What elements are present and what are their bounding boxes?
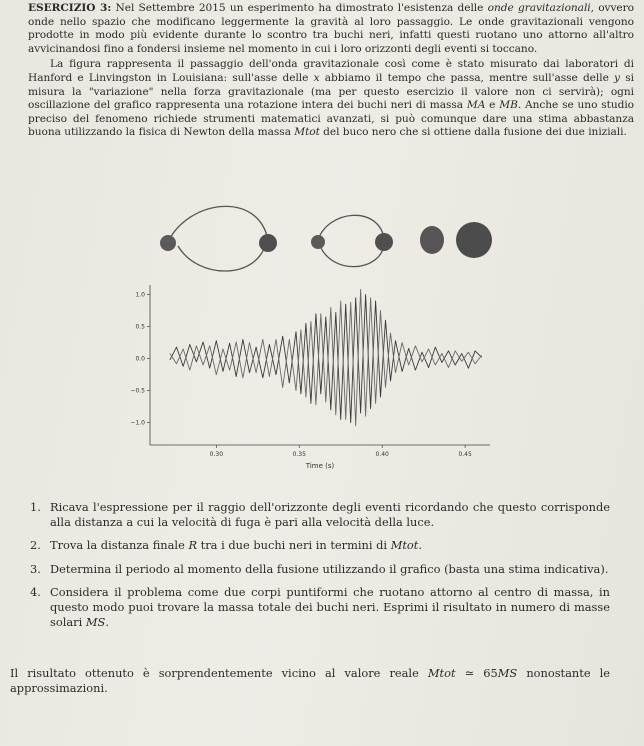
intro-text-1c: , ovvero onde nello spazio che modificano leggermente la gravità al loro passaggio. Le onde gravitazionali vengono prodotte in modo più evidente durante lo scontro tra buchi neri, infatti questi ruotano uno attorno all'altro avvicinandosi fino a fondersi insieme nel momento in cui i loro orizzonti degli eventi si toccano. — [28, 2, 634, 55]
orbit-illustration — [160, 206, 492, 271]
series-group — [170, 290, 482, 426]
intro-text-2c: si misura la "variazione" nella forza gravitazionale (ma per questo esercizio il valore non ci servirà); ogni oscillazione del grafico rappresenta una rotazione intera dei buchi neri di massa — [28, 71, 634, 112]
question-text: Ricava l'espressione per il raggio dell'orizzonte degli eventi ricordando che questo corrisponde alla distanza a cui la velocità di fuga è pari alla velocità della luce. — [50, 500, 610, 529]
question-text-a: Considera il problema come due corpi puntiformi che ruotano attorno al centro di massa, in questo modo puoi trovare la massa totale dei buchi neri. Esprimi il risultato in numero di masse solari — [50, 585, 610, 629]
var-mtot: Mtot — [427, 666, 456, 680]
var-ms: MS — [497, 666, 518, 680]
black-hole-b-1 — [259, 234, 277, 252]
question-2 — [30, 538, 610, 553]
question-number: 1. — [30, 500, 41, 514]
gravitational-wave-chart — [108, 190, 508, 490]
x-ticks — [210, 445, 472, 458]
x-tick-label: 0.40 — [375, 451, 389, 458]
exercise-title: ESERCIZIO 3: — [28, 2, 112, 14]
question-text-b: . — [105, 614, 109, 629]
intro-text-2d: e — [489, 99, 496, 112]
question-3 — [30, 562, 610, 577]
y-tick-label: −1.0 — [130, 419, 145, 427]
x-tick-label: 0.35 — [292, 451, 306, 458]
question-4 — [30, 585, 610, 629]
var-x: x — [313, 71, 320, 84]
y-tick-label: 0.5 — [135, 323, 145, 331]
series-line-livingston — [170, 290, 482, 426]
gravitational-wave-figure — [108, 190, 508, 490]
var-mtot: Mtot — [294, 126, 320, 139]
conclusion-approx: ≃ 65 — [464, 666, 498, 680]
x-tick-label: 0.30 — [209, 451, 224, 458]
conclusion-text-a: Il risultato ottenuto è sorprendentemente vicino al valore reale — [10, 666, 419, 680]
question-text-c: . — [418, 538, 422, 553]
series-line-hanford — [170, 295, 482, 423]
question-list — [30, 500, 610, 638]
final-black-hole — [456, 222, 492, 258]
orbit-arc-1a — [168, 206, 268, 242]
y-ticks — [130, 292, 150, 427]
merging-black-holes — [420, 226, 444, 254]
intro-text-2b: abbiamo il tempo che passa, mentre sull'asse delle — [324, 71, 609, 84]
var-mb: MB — [499, 99, 518, 112]
intro-text-2a: La figura rappresenta il passaggio dell'onda gravitazionale così come è stato misurato dai laboratori di Hanford e Linvingston in Louisiana: sull'asse delle — [28, 58, 634, 84]
orbit-arc-2a — [318, 215, 384, 240]
var-y: y — [614, 71, 620, 84]
question-text: Determina il periodo al momento della fusione utilizzando il grafico (basta una stima indicativa). — [50, 561, 609, 576]
orbit-arc-1b — [178, 242, 266, 271]
y-tick-label: 0.0 — [135, 355, 145, 363]
intro-text-2f: del buco nero che si ottiene dalla fusione dei due iniziali. — [323, 126, 627, 139]
black-hole-a-1 — [160, 235, 176, 251]
x-tick-label: 0.45 — [458, 451, 472, 458]
y-tick-label: −0.5 — [130, 387, 145, 395]
var-r: R — [188, 538, 198, 553]
intro-text-1a: Nel Settembre 2015 un esperimento ha dimostrato l'esistenza delle — [115, 2, 484, 14]
conclusion-text-b: nonostante le approssimazioni. — [10, 666, 611, 695]
black-hole-a-2 — [311, 235, 325, 249]
question-1 — [30, 500, 610, 529]
black-hole-b-2 — [375, 233, 393, 251]
intro-text-2e: . Anche se uno studio preciso del fenomeno richiede strumenti matematici avanzati, si può comunque dare una stima abbastanza buona utilizzando la fisica di Newton della massa — [28, 99, 634, 139]
question-text-b: tra i due buchi neri in termini di — [200, 538, 388, 553]
x-axis-title: Time (s) — [305, 462, 335, 470]
conclusion — [10, 666, 610, 696]
question-number: 3. — [30, 561, 41, 576]
question-number: 4. — [30, 585, 41, 600]
exercise-intro — [28, 2, 634, 140]
orbit-arc-2b — [320, 246, 384, 267]
question-number: 2. — [30, 538, 41, 553]
var-ms: MS — [85, 614, 106, 629]
var-ma: MA — [466, 99, 486, 112]
intro-text-1b: onde gravitazionali — [487, 2, 591, 14]
y-tick-label: 1.0 — [135, 291, 145, 299]
var-mtot: Mtot — [390, 538, 419, 553]
question-text-a: Trova la distanza finale — [50, 538, 185, 553]
